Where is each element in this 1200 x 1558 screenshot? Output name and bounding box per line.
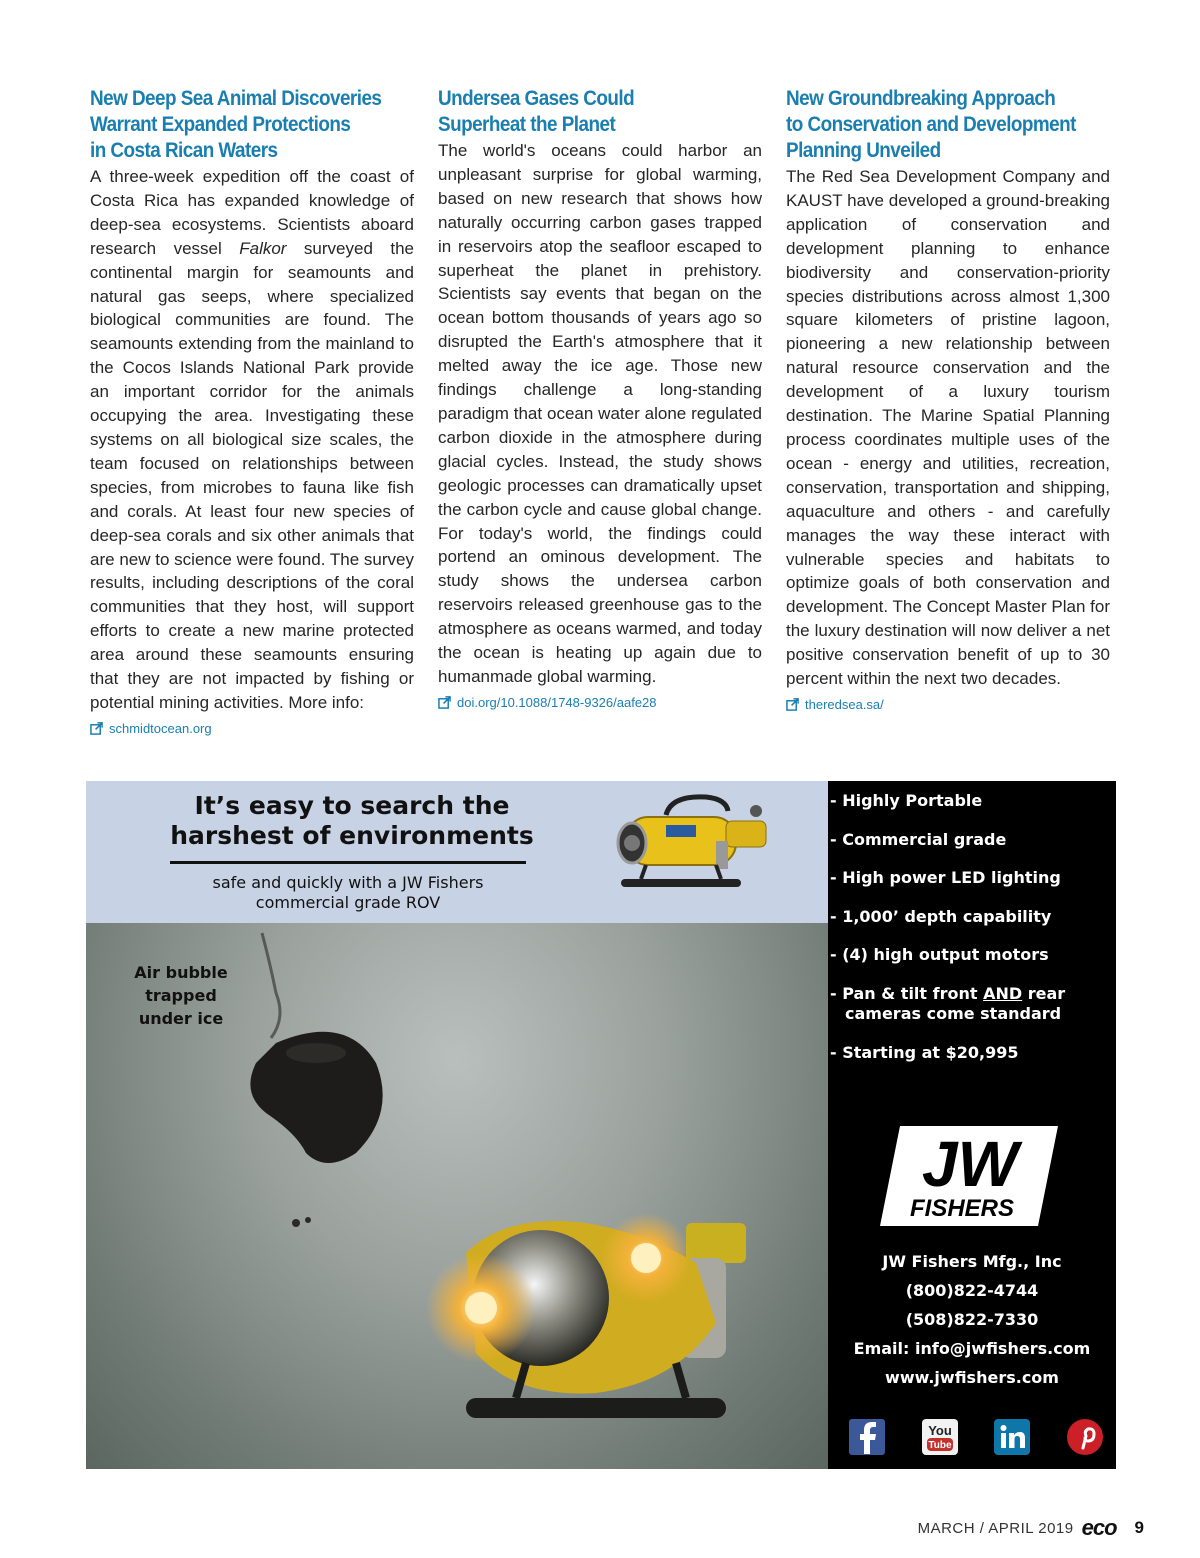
under-ice-photo [86, 923, 828, 1469]
page-footer [918, 1515, 1144, 1541]
website[interactable]: www.jwfishers.com [885, 1368, 1059, 1387]
feature-item: - (4) high output motors [830, 945, 1049, 965]
article-body: A three-week expedition off the coast of Costa Rica has expanded knowledge of deep-sea ecosystems. Scientists aboard research vessel Falkor surveyed the continental margin for seamounts and natural gas seeps, where specialized biological communities are found. The seamounts extending from the mainland to the Cocos Islands National Park provide an important corridor for the animals occupying the area. Investigating these systems on all biological size scales, the team focused on relationships between species, from microbes to fauna like fish and corals. At least four new species of deep-sea corals and six other animals that are new to science were found. The survey results, including descriptions of the coral communities that they host, will support efforts to create a new marine protected area around these seamounts ensuring that they are not impacted by fishing or potential mining activities. More info: [90, 167, 414, 712]
ad-divider [170, 861, 526, 864]
article-body: The world's oceans could harbor an unpleasant surprise for global warming, based on new research that shows how naturally occurring carbon gases trapped in reservoirs atop the seafloor escaped to superheat the planet in prehistory. Scientists say events that began on the ocean bottom thousands of years ago so disrupted the Earth's atmosphere that it melted away the ice age. Those new findings challenge a long-standing paradigm that ocean water alone regulated carbon dioxide in the atmosphere during glacial cycles. Instead, the study shows geologic processes can dramatically upset the carbon cycle and cause global change. For today's world, the findings could portend an ominous development. The study shows the undersea carbon reservoirs released greenhouse gas to the atmosphere as oceans warmed, and today the ocean is heating up again due to humanmade global warming. [438, 141, 762, 686]
external-link-icon [90, 722, 103, 735]
feature-item: - Starting at $20,995 [830, 1042, 1019, 1062]
photo-caption: Air bubble trapped under ice [134, 963, 228, 1028]
ad-features-panel [828, 781, 1116, 1469]
social-icons [848, 1418, 1104, 1456]
svg-text:Tube: Tube [928, 1440, 952, 1451]
pinterest-icon[interactable] [1066, 1418, 1104, 1456]
feature-item: - 1,000’ depth capability [830, 906, 1052, 926]
article-title: New Groundbreaking Approach to Conservation and Development Planning Unveiled [786, 87, 1076, 162]
facebook-icon[interactable] [848, 1418, 886, 1456]
article-body: The Red Sea Development Company and KAUST have developed a ground-breaking application of conservation and development planning to enhance biodiversity and conservation-priority species distributions across almost 1,300 square kilometers of pristine lagoon, pioneering a new relationship between natural resource conservation and the development of a luxury tourism destination. The Marine Spatial Planning process coordinates multiple uses of the ocean - energy and utilities, recreation, conservation, transportation and shipping, aquaculture and others - and carefully manages the way these interact with vulnerable species and habitats to optimize goals of both conservation and development. The Concept Master Plan for the luxury destination will now deliver a net positive conservation benefit of up to 30 percent within the next two decades. [786, 167, 1110, 689]
svg-text:You: You [927, 1423, 952, 1438]
article-deep-sea [90, 86, 414, 736]
feature-item: - Highly Portable [830, 791, 983, 810]
issue-date: MARCH / APRIL 2019 [917, 1519, 1074, 1537]
external-link-icon [786, 698, 799, 711]
email[interactable]: Email: info@jwfishers.com [853, 1339, 1091, 1358]
company-name: JW Fishers Mfg., Inc [882, 1252, 1062, 1271]
page-number: 9 [1134, 1518, 1144, 1537]
source-link[interactable]: doi.org/10.1088/1748-9326/aafe28 [438, 695, 762, 710]
source-link[interactable]: schmidtocean.org [90, 721, 414, 736]
feature-item: - Pan & tilt front AND rear cameras come standard [830, 983, 1066, 1023]
article-undersea-gases [438, 86, 762, 710]
magazine-logo: eco [1081, 1515, 1117, 1540]
source-link[interactable]: theredsea.sa/ [786, 697, 1110, 712]
ad-header-panel [86, 781, 828, 923]
phone-1[interactable]: (800)822-4744 [905, 1281, 1039, 1300]
contact-block [828, 1247, 1116, 1392]
youtube-icon[interactable] [921, 1418, 959, 1456]
jw-fishers-logo [880, 1126, 1058, 1226]
feature-item: - Commercial grade [830, 829, 1007, 849]
linkedin-icon[interactable] [993, 1418, 1031, 1456]
feature-list [830, 791, 1110, 1081]
article-red-sea [786, 86, 1110, 712]
article-title: New Deep Sea Animal Discoveries Warrant Expanded Protections in Costa Rican Waters [90, 87, 382, 162]
article-title: Undersea Gases Could Superheat the Planet [438, 87, 635, 136]
feature-item: - High power LED lighting [830, 868, 1061, 888]
ad-subheadline: safe and quickly with a JW Fishers commercial grade ROV [212, 873, 484, 912]
phone-2[interactable]: (508)822-7330 [905, 1310, 1039, 1329]
jw-fishers-ad[interactable] [86, 781, 1116, 1469]
logo-fishers-text: FISHERS [909, 1195, 1015, 1222]
ad-headline: It’s easy to search the harshest of environments [170, 791, 534, 850]
logo-jw-text: JW [922, 1128, 1018, 1200]
external-link-icon [438, 696, 451, 709]
rov-product-image [606, 787, 786, 905]
